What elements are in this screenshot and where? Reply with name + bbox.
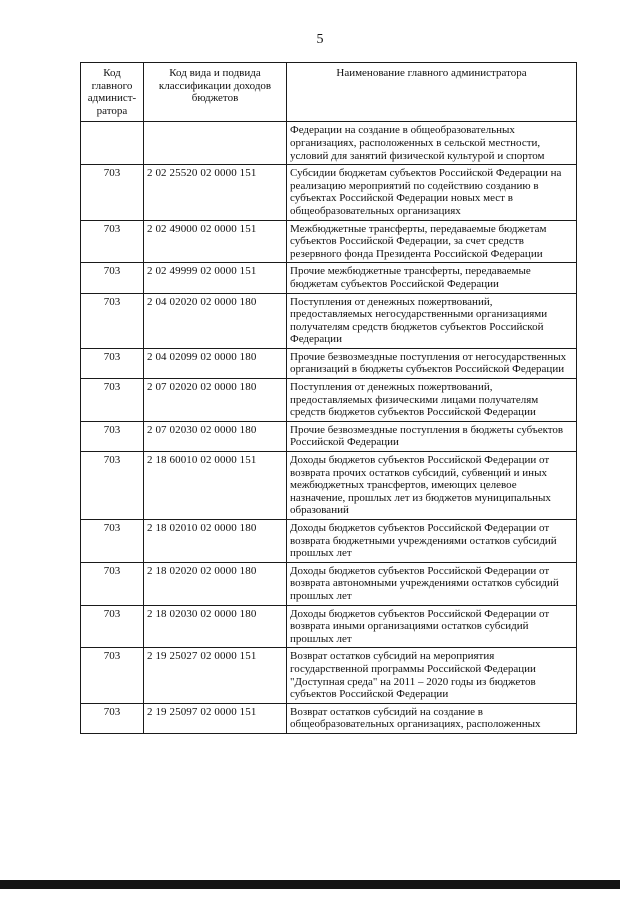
cell-administrator-name: Поступления от денежных пожертвований, предоставляемых негосударственными организациями получателям средств бюджетов субъектов Российской Федерации [287, 293, 577, 348]
table-row [81, 379, 577, 422]
cell-administrator-name: Субсидии бюджетам субъектов Российской Федерации на реализацию мероприятий по содействию созданию в субъектах Российской Федерации новых мест в общеобразовательных организациях [287, 165, 577, 220]
cell-classification-code: 2 18 02030 02 0000 180 [144, 605, 287, 648]
cell-admin-code [81, 122, 144, 165]
cell-administrator-name: Поступления от денежных пожертвований, предоставляемых физическими лицами получателям средств бюджетов субъектов Российской Федерации [287, 379, 577, 422]
cell-administrator-name: Федерации на создание в общеобразовательных организациях, расположенных в сельской местности, условий для занятий физической культурой и спортом [287, 122, 577, 165]
table-row [81, 220, 577, 263]
cell-administrator-name: Доходы бюджетов субъектов Российской Федерации от возврата автономными учреждениями остатков субсидий прошлых лет [287, 562, 577, 605]
cell-administrator-name: Доходы бюджетов субъектов Российской Федерации от возврата бюджетными учреждениями остатков субсидий прошлых лет [287, 520, 577, 563]
cell-classification-code: 2 07 02020 02 0000 180 [144, 379, 287, 422]
cell-admin-code: 703 [81, 648, 144, 703]
cell-classification-code: 2 02 49000 02 0000 151 [144, 220, 287, 263]
cell-classification-code: 2 18 02010 02 0000 180 [144, 520, 287, 563]
cell-classification-code: 2 07 02030 02 0000 180 [144, 421, 287, 451]
table-row [81, 165, 577, 220]
cell-admin-code: 703 [81, 605, 144, 648]
cell-admin-code: 703 [81, 293, 144, 348]
cell-admin-code: 703 [81, 562, 144, 605]
cell-administrator-name: Прочие межбюджетные трансферты, передаваемые бюджетам субъектов Российской Федерации [287, 263, 577, 293]
cell-admin-code: 703 [81, 379, 144, 422]
table-row [81, 293, 577, 348]
cell-admin-code: 703 [81, 703, 144, 733]
cell-administrator-name: Прочие безвозмездные поступления в бюджеты субъектов Российской Федерации [287, 421, 577, 451]
table-row [81, 122, 577, 165]
table-row [81, 452, 577, 520]
table-row [81, 520, 577, 563]
bottom-scan-bar [0, 880, 620, 889]
cell-admin-code: 703 [81, 165, 144, 220]
cell-classification-code: 2 04 02020 02 0000 180 [144, 293, 287, 348]
table-row [81, 562, 577, 605]
cell-classification-code [144, 122, 287, 165]
table-row [81, 263, 577, 293]
table-header-row [81, 63, 577, 122]
cell-administrator-name: Доходы бюджетов субъектов Российской Федерации от возврата прочих остатков субсидий, субвенций и иных межбюджетных трансфертов, имеющих целевое назначение, прошлых лет из бюджетов муниципальных образований [287, 452, 577, 520]
cell-admin-code: 703 [81, 520, 144, 563]
header-admin-code: Код главного админист-ратора [81, 63, 144, 122]
cell-classification-code: 2 18 60010 02 0000 151 [144, 452, 287, 520]
budget-classification-table [80, 62, 577, 734]
cell-classification-code: 2 02 25520 02 0000 151 [144, 165, 287, 220]
table-row [81, 348, 577, 378]
cell-admin-code: 703 [81, 421, 144, 451]
cell-admin-code: 703 [81, 452, 144, 520]
table-row [81, 703, 577, 733]
header-administrator-name: Наименование главного администратора [287, 63, 577, 122]
cell-classification-code: 2 04 02099 02 0000 180 [144, 348, 287, 378]
page-number: 5 [316, 32, 324, 47]
cell-classification-code: 2 19 25097 02 0000 151 [144, 703, 287, 733]
table-row [81, 421, 577, 451]
cell-admin-code: 703 [81, 348, 144, 378]
table-row [81, 648, 577, 703]
header-classification-code: Код вида и подвида классификации доходов бюджетов [144, 63, 287, 122]
cell-administrator-name: Прочие безвозмездные поступления от негосударственных организаций в бюджеты субъектов Российской Федерации [287, 348, 577, 378]
cell-classification-code: 2 02 49999 02 0000 151 [144, 263, 287, 293]
cell-administrator-name: Возврат остатков субсидий на мероприятия государственной программы Российской Федерации "Доступная среда" на 2011 – 2020 годы из бюджетов субъектов Российской Федерации [287, 648, 577, 703]
cell-admin-code: 703 [81, 220, 144, 263]
cell-administrator-name: Доходы бюджетов субъектов Российской Федерации от возврата иными организациями остатков субсидий прошлых лет [287, 605, 577, 648]
cell-admin-code: 703 [81, 263, 144, 293]
cell-classification-code: 2 19 25027 02 0000 151 [144, 648, 287, 703]
table-row [81, 605, 577, 648]
cell-administrator-name: Межбюджетные трансферты, передаваемые бюджетам субъектов Российской Федерации, за счет средств резервного фонда Президента Российской Федерации [287, 220, 577, 263]
cell-classification-code: 2 18 02020 02 0000 180 [144, 562, 287, 605]
cell-administrator-name: Возврат остатков субсидий на создание в общеобразовательных организациях, расположенных [287, 703, 577, 733]
